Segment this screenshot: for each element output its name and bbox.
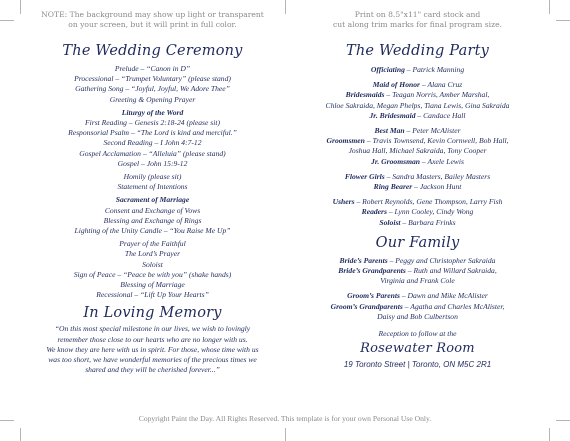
family-grooms-grandparents-cont: Daisy and Bob Culbertson — [377, 311, 458, 321]
liturgy-word-list — [20, 118, 285, 169]
party-best-man: Best Man – Peter McAlister — [374, 126, 461, 136]
ceremony-line: Processional – “Trumpet Voluntary” (please stand) — [74, 74, 231, 84]
party-jr-bridesmaid: Jr. Bridesmaid – Candace Hall — [369, 110, 466, 120]
sacrament-heading: Sacrament of Marriage — [115, 195, 190, 205]
ceremony-line: Lighting of the Unity Candle – “You Raise Me Up” — [74, 226, 231, 236]
trim-mark-bottom-left — [20, 428, 21, 441]
print-note-line: Print on 8.5"x11" card stock and — [354, 10, 481, 19]
trim-mark-bottom-right — [549, 428, 550, 441]
party-soloist: Soloist – Barbara Frinks — [379, 217, 456, 227]
ceremony-line: Responsorial Psalm – “The Lord is kind and merciful.” — [68, 128, 237, 138]
family-brides-grandparents: Bride’s Grandparents – Ruth and Willard Sakraida, — [338, 266, 497, 276]
ceremony-line: Blessing of Marriage — [120, 280, 185, 290]
memory-line: “On this most special milestone in our lives, we wish to lovingly — [54, 324, 251, 334]
memory-title: In Loving Memory — [83, 305, 222, 322]
background-note-line: on your screen, but it will print in full color. — [68, 20, 237, 29]
trim-mark-top-right — [549, 0, 550, 14]
print-note-line: cut along trim marks for final program size. — [333, 20, 502, 29]
party-jr-groomsman: Jr. Groomsman – Axele Lewis — [371, 156, 464, 166]
ceremony-line: Greeting & Opening Prayer — [109, 94, 196, 104]
party-flower-girls: Flower Girls – Sandra Masters, Bailey Masters — [344, 171, 491, 181]
family-title: Our Family — [375, 234, 460, 251]
ceremony-line: Gospel – John 15:9-12 — [117, 158, 188, 168]
party-ushers: Ushers – Robert Reynolds, Gene Thompson, Larry Fish — [332, 197, 503, 207]
ceremony-line: Gospel Acclamation – “Alleluia” (please stand) — [79, 148, 226, 158]
party-groomsmen-cont: Joshua Hall, Michael Sakraida, Tony Cooper — [348, 146, 487, 156]
background-note-line: NOTE: The background may show up light or transparent — [41, 10, 264, 19]
ceremony-line: The Lord’s Prayer — [124, 249, 181, 259]
reception-intro: Reception to follow at the — [378, 329, 457, 339]
ceremony-line: Consent and Exchange of Vows — [104, 205, 201, 215]
memory-line: shared and they will be cherished forever...” — [85, 365, 220, 375]
ceremony-line: Sign of Peace – “Peace be with you” (shake hands) — [73, 269, 232, 279]
party-title: The Wedding Party — [345, 43, 490, 59]
ceremony-line: First Reading – Genesis 2:18-24 (please sit) — [85, 118, 220, 128]
trim-mark-right-top — [556, 20, 570, 21]
copyright-footer: Copyright Paint the Day. All Rights Reserved. This template is for your own Personal Use Only. — [138, 414, 432, 423]
ceremony-line: Recessional – “Lift Up Your Hearts” — [96, 290, 209, 300]
left-panel — [20, 0, 285, 375]
family-grooms-parents: Groom’s Parents – Dawn and Mike McAlister — [347, 291, 488, 301]
reception-venue: Rosewater Room — [360, 341, 475, 357]
right-panel — [286, 0, 549, 370]
party-ring-bearer: Ring Bearer – Jackson Hunt — [373, 182, 462, 192]
ceremony-line: Prayer of the Faithful — [119, 239, 186, 249]
ceremony-line: Gathering Song – “Joyful, Joyful, We Adore Thee” — [75, 84, 230, 94]
memory-line: remember those close to our hearts who are no longer with us. — [57, 334, 248, 344]
party-officiating: Officiating – Patrick Manning — [370, 65, 465, 74]
ceremony-line: Soloist — [142, 259, 163, 269]
ceremony-line: Homily (please sit) — [123, 172, 182, 182]
family-grooms-grandparents: Groom’s Grandparents – Agatha and Charles McAlister, — [330, 301, 505, 311]
party-bridesmaids: Bridesmaids – Teagan Norris, Amber Marshal, — [345, 90, 490, 100]
ceremony-line: Blessing and Exchange of Rings — [103, 215, 202, 225]
reception-address: 19 Toronto Street | Toronto, ON M5C 2R1 — [343, 360, 492, 370]
memory-line: We know they are here with us in spirit. For those, whose time with us — [46, 344, 259, 354]
party-maid-of-honor: Maid of Honor – Alana Cruz — [372, 80, 463, 90]
trim-mark-left-top — [0, 20, 14, 21]
party-groomsmen: Groomsmen – Travis Townsend, Kevin Cornwell, Bob Hall, — [326, 136, 509, 146]
ceremony-line: Statement of Intentions — [117, 182, 188, 192]
memory-line: was too short, we have wonderful memories of the precious times we — [48, 355, 257, 365]
ceremony-opening — [20, 64, 285, 105]
liturgy-word-heading: Liturgy of the Word — [121, 107, 184, 117]
family-brides-grandparents-cont: Virginia and Frank Cole — [380, 276, 455, 286]
family-brides-parents: Bride’s Parents – Peggy and Christopher Sakraida — [339, 255, 496, 265]
ceremony-line: Prelude – “Canon in D” — [114, 64, 191, 73]
ceremony-title: The Wedding Ceremony — [62, 43, 243, 59]
party-readers: Readers – Lynn Cooley, Cindy Wong — [361, 207, 474, 217]
ceremony-line: Second Reading – I John 4:7-12 — [103, 138, 202, 148]
trim-mark-bottom-center — [285, 428, 286, 441]
party-bridesmaids-cont: Chloe Sakraida, Megan Phelps, Tiana Lewis, Gina Sakraida — [325, 100, 510, 110]
